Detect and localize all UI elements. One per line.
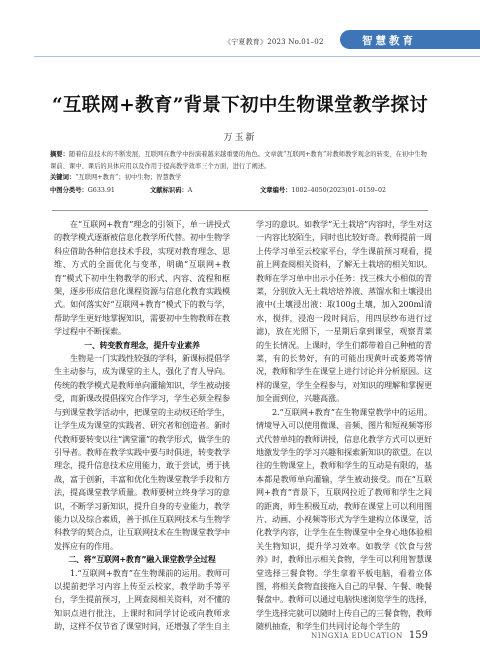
keywords xyxy=(50,172,432,184)
body-paragraph: 生物是一门实践性较强的学科，新课标提倡学生主动参与，成为课堂的主人，强化了育人导向。传统的教学模式是教师单向灌输知识，学生被动接受，而新课改提倡探究合作学习，学生必须全程参与到课堂教学活动中，把课堂的主动权还给学生，让学生成为课堂的实践者、研究者和创造者。新时代教师要转变以往“满堂灌”的教学形式，做学生的引导者。教师在教学实践中要与时俱进，转变教学理念，提升信息技术应用能力，敢于尝试，勇于挑战，富于创新，丰富和优化生物课堂教学手段和方法，提高课堂教学质量。教师要树立终身学习的意识，不断学习新知识，提升自身的专业能力，教学能力以及综合素质，善于抓住互联网技术与生物学科教学的契合点，让互联网技术在生物课堂教学中发挥应有的作用。 xyxy=(54,353,230,551)
section-heading: 二、将“互联网+教育”融入课堂教学全过程 xyxy=(68,555,216,565)
journal-issue: 《宁夏教育》2023 No.01–02 xyxy=(224,38,324,46)
page-header xyxy=(0,0,480,62)
doc-code-value: A xyxy=(187,186,193,194)
body-paragraph: 在“互联网+教育”理念的引领下，单一讲授式的教学模式逐渐被信息化教学所代替。初中生物学科应借助各种信息技术手段，实现对教育理念、思维、方式的全面优化与变革，明确“互联网+教育”模式下初中生物教学的形式、内容、流程和框架，逐步形成信息化课程资源与信息化教育实践模式。如何落实好“互联网+教育”模式下的教与学，帮助学生更好地掌握知识，需要初中生物教师在教学过程中不断探索。 xyxy=(54,219,230,337)
abstract-text: 随着信息技术的不断发展，互联网在教学中扮演着越来越重要的角色。文章就“互联网+教育”对教师教学观念的转变，在初中生物课前、课中、课后的具体应用以及作用于提高教学效率三个方面，进行了阐述。 xyxy=(50,151,427,170)
clc-value: G633.91 xyxy=(87,186,115,194)
article-no-value: 1002–4050(2023)01–0159–02 xyxy=(291,186,386,194)
section-label: 智慧教育 xyxy=(362,35,416,47)
page-footer xyxy=(311,630,428,641)
abstract xyxy=(50,149,432,172)
journal-name-en: NINGXIA EDUCATION xyxy=(311,632,403,640)
body-paragraph: 学习的意识。如教学“无土栽培”内容时，学生对这一内容比较陌生，同时也比较好奇。教师提前一周上传学习单至云校家平台，学生课前预习观看，提前上网查阅相关资料，了解无土栽培的相关知识。教师在学习单中出示小任务：找三株大小相似的青菜，分别放入无土栽培培养液、蒸馏水和土壤浸出液中(土壤浸出液：取100g土壤，加入200ml清水，搅拌，浸泡一段时间后，用四层纱布进行过滤)，放在光照下，一星期后拿到课堂，观察青菜的生长情况。上课时，学生们都带着自己种植的青菜，有的长势好，有的可能出现黄叶或萎蔫等情况，教师和学生在课堂上进行讨论并分析原因。这样的课堂，学生全程参与，对知识的理解和掌握更加全面到位，兴趣高涨。 xyxy=(256,219,432,404)
article-title: “互联网+教育”背景下初中生物课堂教学探讨 xyxy=(51,95,429,116)
abstract-label: 摘要： xyxy=(50,151,69,158)
left-column xyxy=(54,218,230,634)
section-heading: 一、转变教育理念，提升专业素养 xyxy=(84,340,200,350)
abstract-block xyxy=(50,149,432,196)
doc-code-label: 文献标识码： xyxy=(150,186,188,194)
abstract-divider xyxy=(52,210,428,211)
page-number: 159 xyxy=(408,630,428,641)
right-column xyxy=(256,218,432,634)
article-no-label: 文章编号： xyxy=(260,186,292,194)
article-meta xyxy=(50,185,432,197)
body-paragraph: 2.“互联网+教育”在生物课堂教学中的运用。情境导入可以使用微课、音频、图片和短视频等形式代替单纯的教师讲授，信息化教学方式可以更好地激发学生的学习兴趣和探索新知识的欲望。在以往的生物课堂上，教师和学生的互动是有限的，基本都是教师单向灌输，学生被动接受。而在“互联网+教育”背景下，互联网拉近了教师和学生之间的距离，师生积极互动，教师在课堂上可以利用图片、动画、小视频等形式为学生建构立体课堂，活化教学内容，让学生在生物课堂中全身心地体验相关生物知识，提升学习效率。如教学《饮食与营养》时，教师出示相关食物，学生可以利用智慧课堂选择三餐食物。学生拿着平板电脑，看着立体图，将相关食物直接拖入自己的早餐、午餐、晚餐餐盘中。教师可以通过电脑快速浏览学生的选择，学生选择完就可以随时上传自己的三餐食物，教师随机抽查，和学生们共同讨论每个学生的 xyxy=(256,406,432,632)
body-paragraph: 1.“互联网+教育”在生物课前的运用。教师可以提前把学习内容上传至云校家，教学助手等平台，学生提前预习，上网查阅相关资料，对不懂的知识点进行批注，上课时和同学讨论或向教师求助，这样不仅节省了课堂时间，还增强了学生自主 xyxy=(54,567,230,632)
article-author: 万玉新 xyxy=(223,133,257,143)
clc-label: 中图分类号： xyxy=(50,186,88,194)
keywords-text: “互联网+教育”；初中生物；智慧教学 xyxy=(75,174,182,181)
section-tab xyxy=(340,30,480,49)
header-rule xyxy=(34,56,480,57)
keywords-label: 关键词： xyxy=(50,174,76,181)
